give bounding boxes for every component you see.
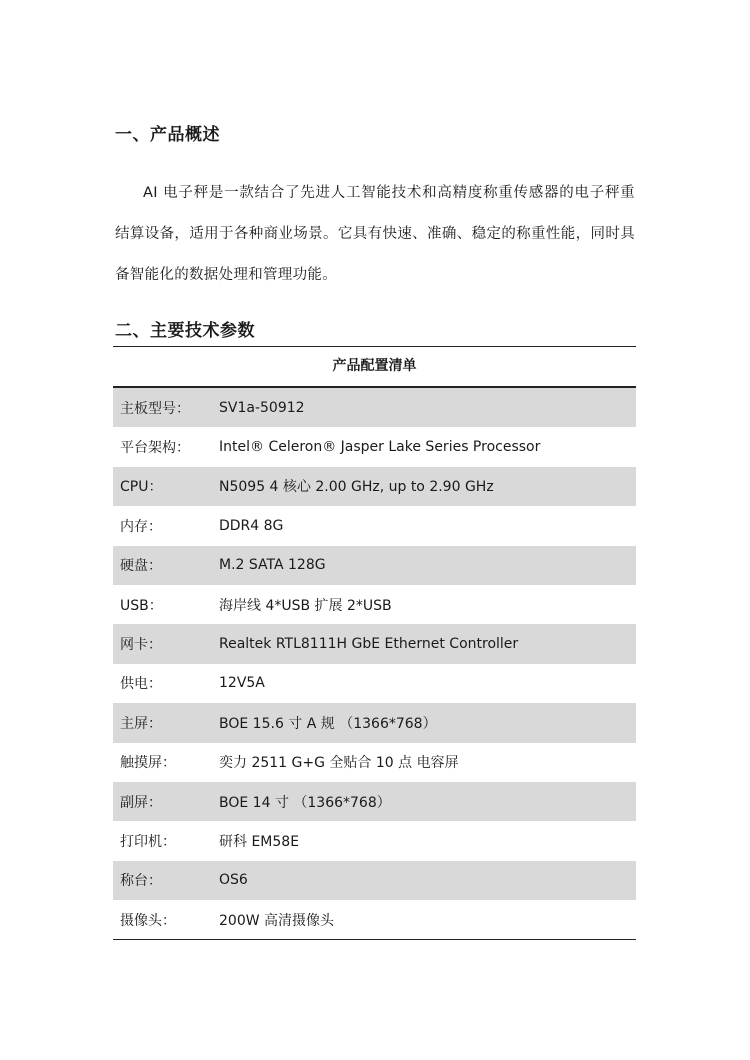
- spec-label: 供电：: [120, 676, 162, 693]
- overview-paragraph: AI 电子秤是一款结合了先进人工智能技术和高精度称重传感器的电子秤重结算设备，适用于各种商业场景。它具有快速、准确、稳定的称重性能，同时具备智能化的数据处理和管理功能。: [115, 185, 635, 283]
- spec-table-title: 产品配置清单: [113, 347, 636, 388]
- spec-value: Intel® Celeron® Jasper Lake Series Processor: [219, 439, 541, 456]
- table-row: [113, 427, 636, 466]
- spec-value: SV1a-50912: [219, 399, 305, 416]
- spec-label: 摄像头：: [120, 912, 176, 929]
- table-row: [113, 861, 636, 900]
- table-row: [113, 467, 636, 506]
- table-row: [113, 743, 636, 782]
- spec-table-body: [113, 388, 636, 939]
- table-row: [113, 585, 636, 624]
- spec-label: 称台：: [120, 873, 162, 890]
- spec-value: OS6: [219, 872, 248, 889]
- table-row: [113, 821, 636, 860]
- table-row: [113, 506, 636, 545]
- spec-label: 平台架构：: [120, 440, 190, 457]
- table-row: [113, 782, 636, 821]
- spec-label: 打印机：: [120, 833, 176, 850]
- section-heading-specs: 二、主要技术参数: [115, 321, 255, 341]
- spec-label: CPU：: [120, 479, 163, 496]
- spec-value: N5095 4 核心 2.00 GHz, up to 2.90 GHz: [219, 479, 494, 496]
- spec-label: 网卡：: [120, 637, 162, 654]
- spec-value: M.2 SATA 128G: [219, 557, 326, 574]
- spec-label: 主屏：: [120, 715, 162, 732]
- table-row: [113, 546, 636, 585]
- table-row: [113, 664, 636, 703]
- spec-value: 12V5A: [219, 675, 265, 692]
- spec-label: 内存：: [120, 518, 162, 535]
- spec-label: 主板型号：: [120, 400, 190, 417]
- spec-label: USB：: [120, 597, 163, 614]
- table-row: [113, 388, 636, 427]
- spec-value: DDR4 8G: [219, 517, 284, 534]
- spec-table: [113, 346, 636, 940]
- spec-value: 奕力 2511 G+G 全贴合 10 点 电容屏: [219, 755, 459, 772]
- section-heading-overview: 一、产品概述: [115, 125, 220, 145]
- spec-value: Realtek RTL8111H GbE Ethernet Controller: [219, 636, 519, 653]
- table-row: [113, 624, 636, 663]
- spec-value: 200W 高清摄像头: [219, 912, 335, 929]
- spec-value: 海岸线 4*USB 扩展 2*USB: [219, 597, 392, 614]
- spec-value: 研科 EM58E: [219, 833, 300, 850]
- spec-value: BOE 14 寸 （1366*768）: [219, 794, 391, 811]
- spec-value: BOE 15.6 寸 A 规 （1366*768）: [219, 715, 437, 732]
- spec-label: 触摸屏：: [120, 755, 176, 772]
- table-row: [113, 703, 636, 742]
- spec-label: 副屏：: [120, 794, 162, 811]
- table-row: [113, 900, 636, 939]
- spec-label: 硬盘：: [120, 558, 162, 575]
